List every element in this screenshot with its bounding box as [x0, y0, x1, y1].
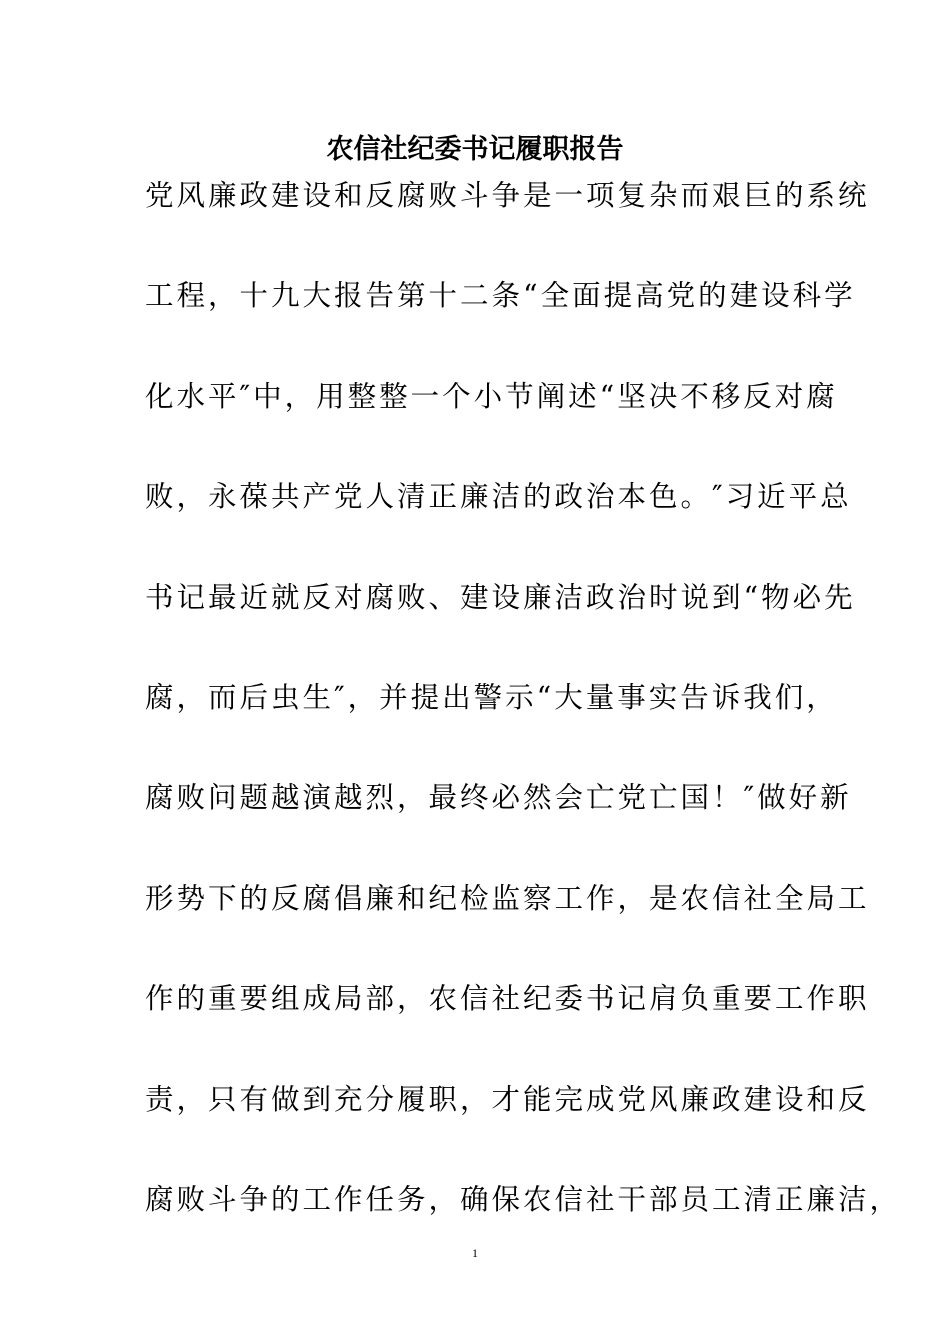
body-line: 书记最近就反对腐败、建设廉洁政治时说到“物必先: [145, 580, 856, 614]
page-number: 1: [472, 1246, 478, 1260]
body-line: 腐败问题越演越烈，最终必然会亡党亡国！″做好新: [145, 781, 852, 815]
body-line: 党风廉政建设和反腐败斗争是一项复杂而艰巨的系统: [145, 179, 870, 212]
document-title: 农信社纪委书记履职报告: [326, 134, 624, 165]
body-line: 作的重要组成局部，农信社纪委书记肩负重要工作职: [145, 982, 870, 1016]
body-line: 败，永葆共产党人清正廉洁的政治本色。″习近平总: [145, 480, 852, 514]
body-line: 工程，十九大报告第十二条“全面提高党的建设科学: [145, 279, 856, 313]
body-line: 腐，而后虫生″，并提出警示“大量事实告诉我们，: [145, 680, 838, 714]
body-line: 腐败斗争的工作任务，确保农信社干部员工清正廉洁，: [145, 1182, 902, 1216]
body-text: [145, 166, 902, 1270]
body-line: 责，只有做到充分履职，才能完成党风廉政建设和反: [145, 1082, 870, 1116]
body-line: 化水平″中，用整整一个小节阐述“坚决不移反对腐: [145, 379, 838, 413]
body-line: 形势下的反腐倡廉和纪检监察工作，是农信社全局工: [145, 881, 870, 915]
